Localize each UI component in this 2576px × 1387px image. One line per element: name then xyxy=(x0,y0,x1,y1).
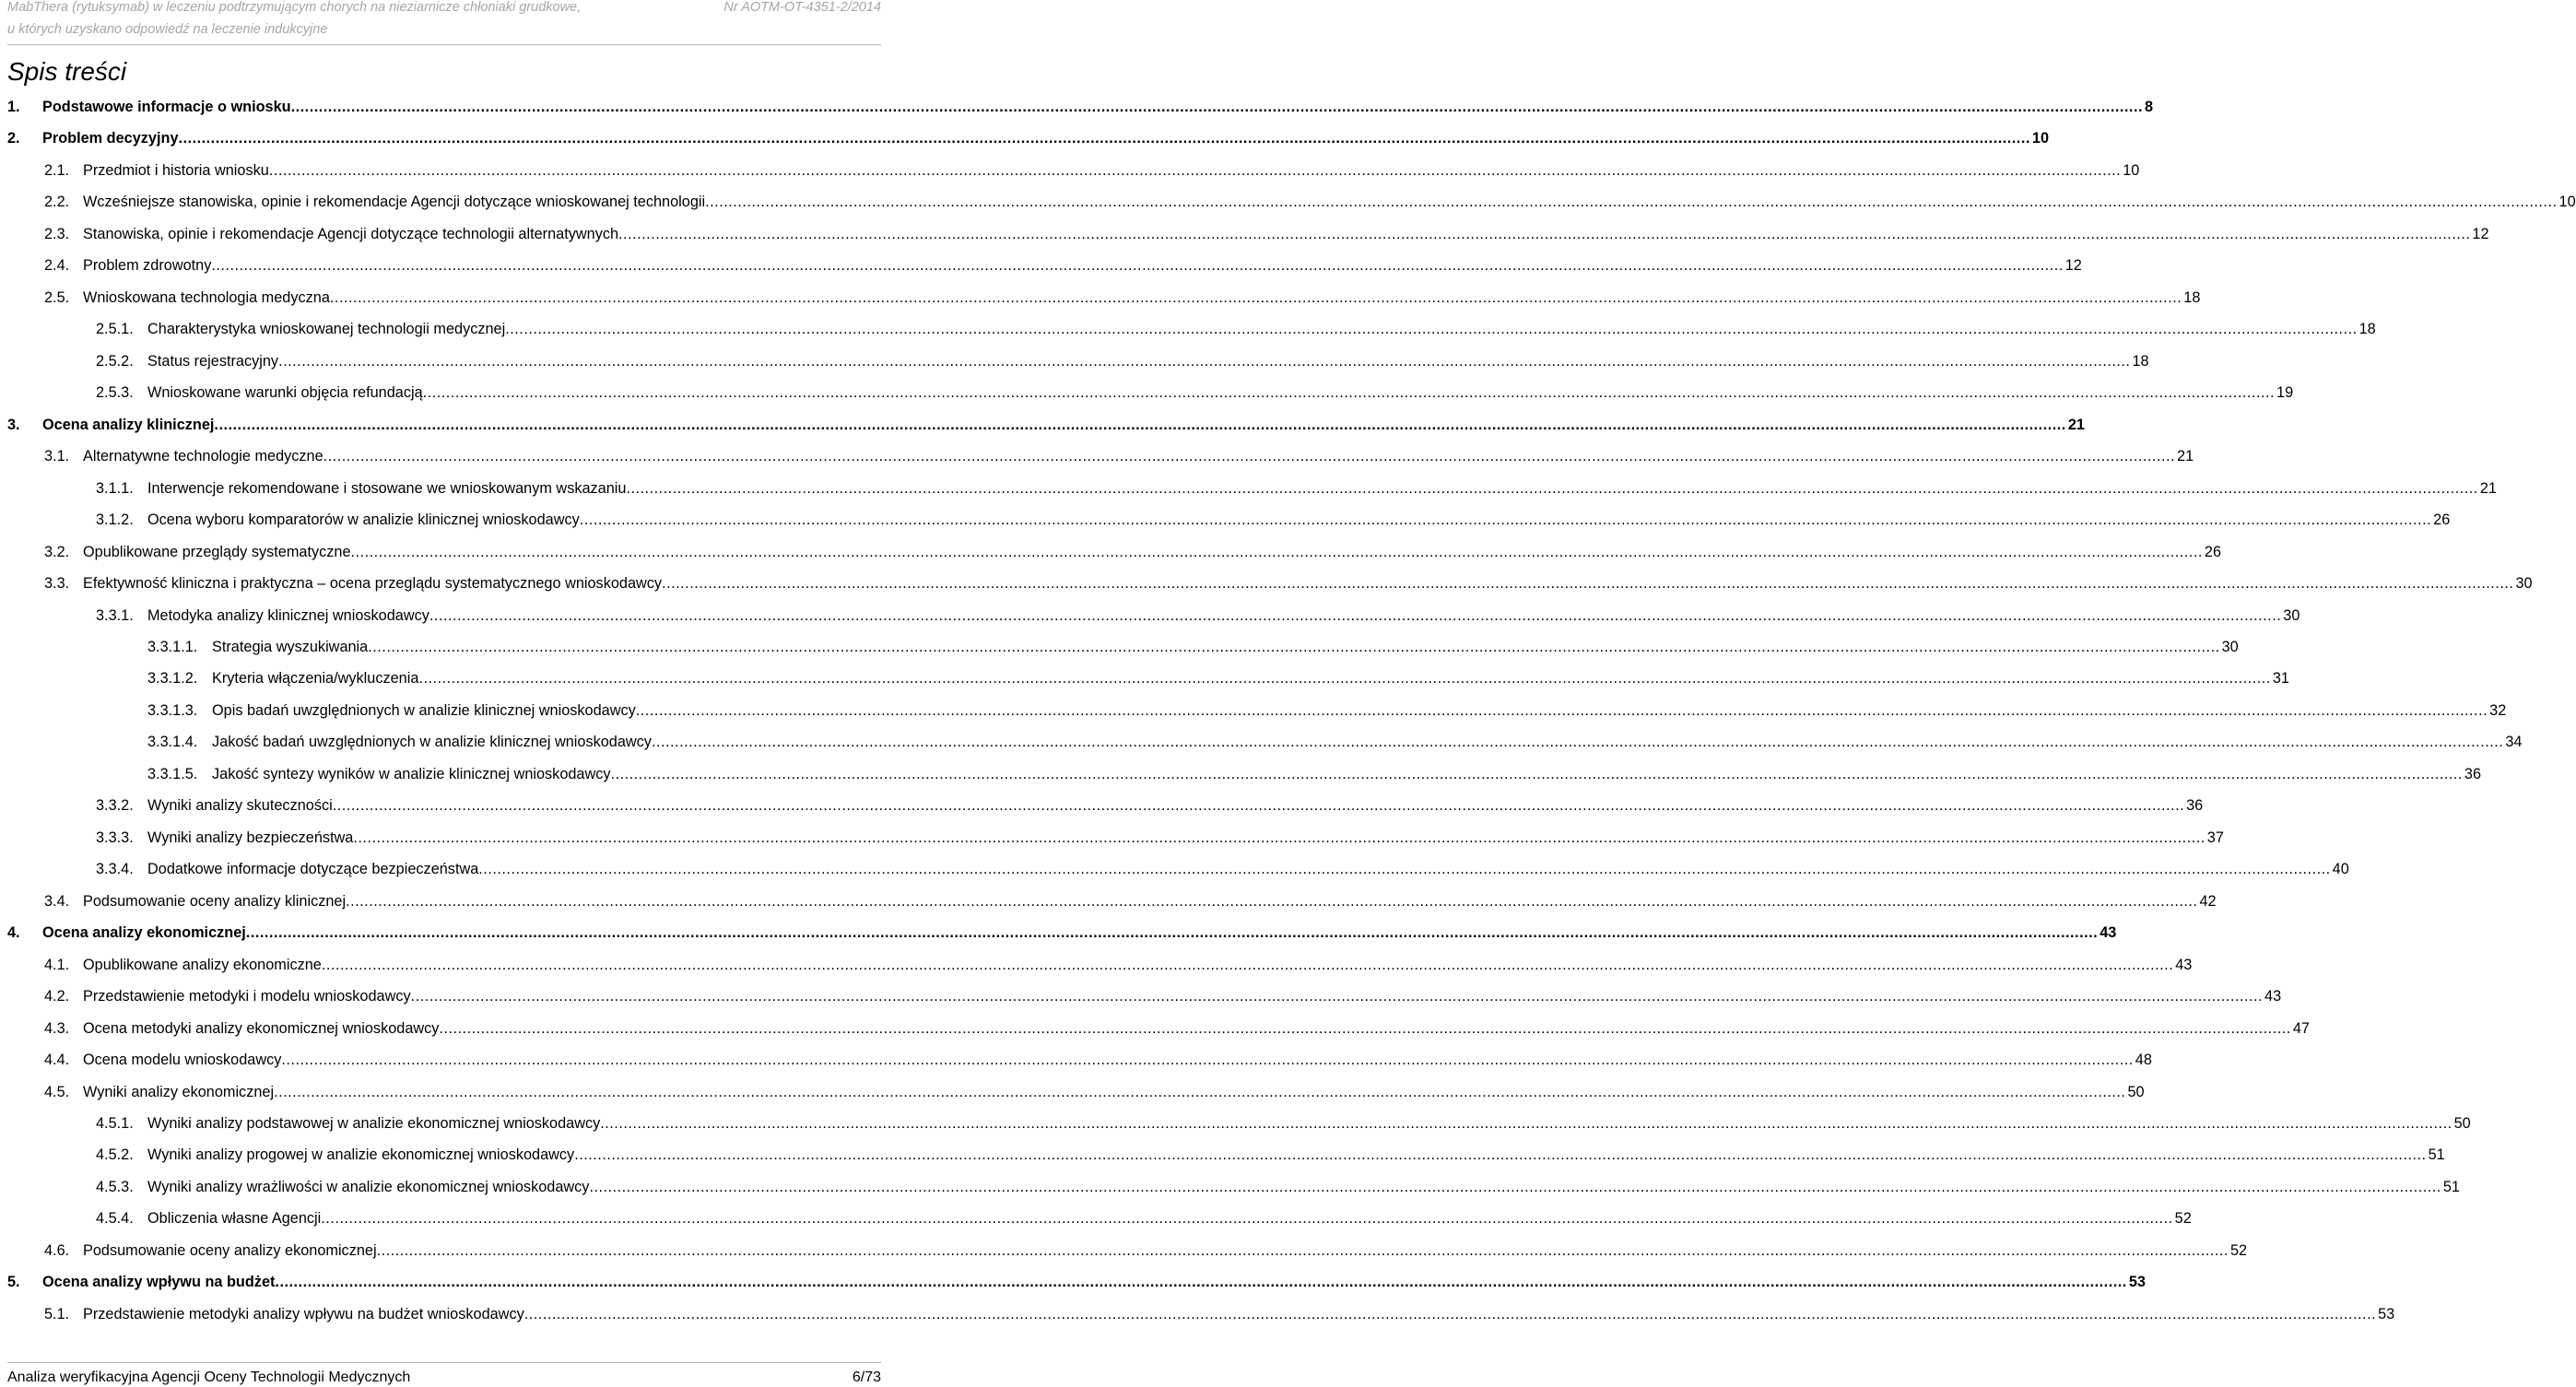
toc-entry-title: Wyniki analizy skuteczności xyxy=(147,797,333,815)
toc-entry-number: 3.3.1. xyxy=(96,606,134,624)
toc-entry[interactable] xyxy=(0,1299,2395,1331)
toc-entry-page: 43 xyxy=(2100,924,2117,942)
toc-entry-line xyxy=(83,257,2082,275)
toc-entry-line xyxy=(147,606,2300,625)
toc-entry-line xyxy=(147,511,2451,529)
toc-entry-line xyxy=(83,225,2489,243)
toc-entry-page: 8 xyxy=(2145,99,2154,115)
toc-entry-line xyxy=(83,448,2194,465)
toc-entry[interactable] xyxy=(0,759,2482,791)
toc-dot-leader: ................................................................................................................................................................................................................................................................................................................................................................................................................ xyxy=(353,829,2205,846)
toc-dot-leader: ................................................................................................................................................................................................................................................................................................................................................................................................................ xyxy=(268,161,2122,179)
toc-entry-page: 10 xyxy=(2031,130,2050,147)
toc-dot-leader: ................................................................................................................................................................................................................................................................................................................................................................................................................ xyxy=(651,734,2504,751)
toc-dot-leader: ................................................................................................................................................................................................................................................................................................................................................................................................................ xyxy=(600,1115,2452,1132)
toc-entry-page: 30 xyxy=(2515,575,2533,593)
toc-entry-number: 3.3.1.3. xyxy=(147,701,198,719)
toc-dot-leader: ................................................................................................................................................................................................................................................................................................................................................................................................................ xyxy=(278,352,2131,370)
toc-entry-number: 5.1. xyxy=(44,1305,70,1322)
toc-entry-title: Metodyka analizy klinicznej wnioskodawcy xyxy=(147,606,429,624)
toc-dot-leader: ................................................................................................................................................................................................................................................................................................................................................................................................................ xyxy=(332,797,2185,815)
toc-entry-line xyxy=(83,161,2140,180)
toc-entry-title: Status rejestracyjny xyxy=(147,352,279,370)
toc-entry-title: Stanowiska, opinie i rekomendacje Agencji dotyczące technologii alternatywnych xyxy=(83,225,619,242)
toc-entry-number: 3.3.1.2. xyxy=(147,670,198,688)
toc-entry-title: Wyniki analizy podstawowej w analizie ekonomicznej wnioskodawcy xyxy=(147,1115,601,1132)
toc-dot-leader: ................................................................................................................................................................................................................................................................................................................................................................................................................ xyxy=(429,606,2282,624)
toc-dot-leader: ................................................................................................................................................................................................................................................................................................................................................................................................................ xyxy=(705,194,2558,211)
toc-entry-line xyxy=(212,701,2507,720)
toc-entry-title: Obliczenia własne Agencji xyxy=(147,1210,322,1228)
toc-entry[interactable] xyxy=(0,1204,2192,1235)
toc-entry-title: Ocena metodyki analizy ekonomicznej wnioskodawcy xyxy=(83,1019,440,1037)
toc-entry-page: 43 xyxy=(2175,956,2193,973)
toc-entry-page: 51 xyxy=(2428,1146,2445,1164)
toc-entry-line xyxy=(147,352,2149,370)
toc-entry-page: 52 xyxy=(2174,1210,2192,1228)
toc-entry-number: 3.3.2. xyxy=(96,797,134,815)
toc-entry[interactable] xyxy=(0,251,2082,282)
toc-entry[interactable] xyxy=(0,441,2194,473)
toc-entry-title: Wyniki analizy wrażliwości w analizie ekonomicznej wnioskodawcy xyxy=(147,1178,590,1195)
toc-entry-page: 51 xyxy=(2442,1178,2460,1195)
footer-agency-name: Analiza weryfikacyjna Agencji Oceny Technologii Medycznych xyxy=(7,1369,411,1385)
toc-entry-line xyxy=(212,670,2289,688)
toc-entry-page: 18 xyxy=(2132,352,2149,370)
toc-entry-title: Alternatywne technologie medyczne xyxy=(83,448,323,465)
toc-entry-title: Strategia wyszukiwania xyxy=(212,638,369,655)
toc-entry-number: 3.3.1.5. xyxy=(147,765,198,782)
toc-entry-title: Opublikowane analizy ekonomiczne xyxy=(83,956,322,973)
toc-entry-number: 3.3.4. xyxy=(96,861,134,878)
toc-entry[interactable] xyxy=(0,696,2507,727)
toc-entry-number: 1. xyxy=(7,99,20,115)
toc-entry-line xyxy=(83,988,2282,1005)
toc-dot-leader: ................................................................................................................................................................................................................................................................................................................................................................................................................ xyxy=(579,511,2432,529)
toc-dot-leader: ................................................................................................................................................................................................................................................................................................................................................................................................................ xyxy=(418,670,2271,688)
toc-entry-title: Podsumowanie oceny analizy klinicznej xyxy=(83,892,347,910)
toc-entry-line xyxy=(147,384,2294,402)
toc-entry-line xyxy=(42,1274,2146,1291)
toc-entry-line xyxy=(212,734,2523,751)
header-reference-number: Nr AOTM-OT-4351-2/2014 xyxy=(723,0,881,15)
table-of-contents xyxy=(0,92,2576,1331)
toc-entry-page: 47 xyxy=(2292,1019,2310,1037)
toc-entry-title: Interwencje rekomendowane i stosowane we wnioskowanym wskazaniu xyxy=(147,479,627,497)
toc-dot-leader: ................................................................................................................................................................................................................................................................................................................................................................................................................ xyxy=(178,130,2030,147)
toc-entry[interactable] xyxy=(0,187,2576,218)
toc-entry-title: Ocena analizy klinicznej xyxy=(42,416,215,433)
toc-entry-line xyxy=(83,1019,2310,1038)
toc-heading: Spis treści xyxy=(7,57,127,86)
toc-entry-page: 21 xyxy=(2177,448,2194,465)
toc-entry[interactable] xyxy=(0,410,2085,441)
toc-dot-leader: ................................................................................................................................................................................................................................................................................................................................................................................................................ xyxy=(290,99,2143,115)
toc-entry-title: Podsumowanie oceny analizy ekonomicznej xyxy=(83,1241,377,1259)
toc-entry[interactable] xyxy=(0,474,2497,505)
toc-dot-leader: ................................................................................................................................................................................................................................................................................................................................................................................................................ xyxy=(478,861,2331,878)
toc-entry[interactable] xyxy=(0,347,2149,378)
toc-entry-title: Problem zdrowotny xyxy=(83,257,212,275)
toc-entry-number: 2.2. xyxy=(44,194,70,211)
toc-entry[interactable] xyxy=(0,1140,2445,1171)
toc-entry-number: 2.1. xyxy=(44,161,70,179)
toc-entry-page: 18 xyxy=(2358,321,2376,338)
toc-entry-number: 3.1.1. xyxy=(96,479,134,497)
toc-dot-leader: ................................................................................................................................................................................................................................................................................................................................................................................................................ xyxy=(321,1210,2173,1228)
toc-entry-title: Przedmiot i historia wniosku xyxy=(83,161,269,179)
toc-entry[interactable] xyxy=(0,1236,2248,1267)
toc-entry-title: Ocena wyboru komparatorów w analizie klinicznej wnioskodawcy xyxy=(147,511,580,529)
toc-entry[interactable] xyxy=(0,1077,2145,1109)
toc-dot-leader: ................................................................................................................................................................................................................................................................................................................................................................................................................ xyxy=(635,701,2488,719)
toc-entry-line xyxy=(212,765,2482,783)
toc-entry-page: 26 xyxy=(2204,543,2222,560)
toc-entry[interactable] xyxy=(0,219,2489,251)
toc-entry[interactable] xyxy=(0,378,2294,409)
toc-entry-title: Przedstawienie metodyki i modelu wnioskodawcy xyxy=(83,988,411,1005)
toc-entry-title: Wcześniejsze stanowiska, opinie i rekomendacje Agencji dotyczące wnioskowanej technologii xyxy=(83,194,706,211)
toc-entry[interactable] xyxy=(0,1109,2471,1140)
toc-entry-title: Efektywność kliniczna i praktyczna – ocena przeglądu systematycznego wnioskodawcy xyxy=(83,575,663,593)
toc-entry-line xyxy=(147,1210,2192,1228)
toc-dot-leader: ................................................................................................................................................................................................................................................................................................................................................................................................................ xyxy=(323,448,2176,465)
toc-entry-title: Wyniki analizy progowej w analizie ekonomicznej wnioskodawcy xyxy=(147,1146,575,1164)
toc-entry[interactable] xyxy=(0,1267,2146,1299)
toc-entry-line xyxy=(83,543,2222,561)
toc-dot-leader: ................................................................................................................................................................................................................................................................................................................................................................................................................ xyxy=(321,956,2174,973)
toc-entry-page: 40 xyxy=(2332,861,2349,878)
toc-dot-leader: ................................................................................................................................................................................................................................................................................................................................................................................................................ xyxy=(523,1305,2377,1322)
toc-entry-page: 50 xyxy=(2453,1115,2471,1132)
toc-entry-number: 4.4. xyxy=(44,1052,70,1069)
toc-entry-number: 3.4. xyxy=(44,892,70,910)
toc-entry[interactable] xyxy=(0,887,2217,918)
toc-entry-line xyxy=(147,321,2376,338)
toc-entry-page: 43 xyxy=(2264,988,2282,1005)
toc-entry[interactable] xyxy=(0,283,2201,314)
toc-entry-line xyxy=(83,956,2193,974)
header-title-line1: MabThera (rytuksymab) w leczeniu podtrzymującym chorych na nieziarnicze chłoniaki grudkowe, xyxy=(7,0,582,15)
toc-entry-line xyxy=(147,797,2204,815)
toc-dot-leader: ................................................................................................................................................................................................................................................................................................................................................................................................................ xyxy=(350,543,2203,560)
toc-dot-leader: ................................................................................................................................................................................................................................................................................................................................................................................................................ xyxy=(214,416,2066,433)
toc-entry[interactable] xyxy=(0,727,2523,758)
header-title-line2: u których uzyskano odpowiedź na leczenie indukcyjne xyxy=(7,22,328,37)
toc-entry-number: 4.5. xyxy=(44,1083,70,1100)
toc-entry-line xyxy=(147,479,2497,498)
toc-entry-title: Dodatkowe informacje dotyczące bezpieczeństwa xyxy=(147,861,479,878)
toc-entry-title: Kryteria włączenia/wykluczenia xyxy=(212,670,419,688)
toc-entry-page: 48 xyxy=(2135,1052,2152,1069)
toc-entry-line xyxy=(83,1305,2395,1323)
toc-entry-title: Przedstawienie metodyki analizy wpływu na budżet wnioskodawcy xyxy=(83,1305,524,1322)
toc-entry[interactable] xyxy=(0,632,2239,664)
toc-dot-leader: ................................................................................................................................................................................................................................................................................................................................................................................................................ xyxy=(589,1178,2441,1195)
toc-entry[interactable] xyxy=(0,981,2282,1013)
toc-dot-leader: ................................................................................................................................................................................................................................................................................................................................................................................................................ xyxy=(211,257,2064,275)
toc-entry-title: Podstawowe informacje o wniosku xyxy=(42,99,291,115)
toc-entry[interactable] xyxy=(0,92,2154,123)
toc-entry-page: 31 xyxy=(2272,670,2289,688)
toc-entry-title: Ocena analizy ekonomicznej xyxy=(42,924,246,942)
toc-entry-line xyxy=(147,861,2349,878)
toc-entry-number: 2. xyxy=(7,130,20,147)
toc-entry-title: Charakterystyka wnioskowanej technologii medycznej xyxy=(147,321,506,338)
toc-entry-title: Opis badań uwzględnionych w analizie klinicznej wnioskodawcy xyxy=(212,701,636,719)
toc-dot-leader: ................................................................................................................................................................................................................................................................................................................................................................................................................ xyxy=(245,924,2099,942)
toc-entry-page: 30 xyxy=(2221,638,2239,655)
toc-entry-title: Wnioskowane warunki objęcia refundacją xyxy=(147,384,423,402)
toc-entry-number: 4.5.4. xyxy=(96,1210,134,1228)
toc-entry-line xyxy=(147,1146,2445,1164)
toc-dot-leader: ................................................................................................................................................................................................................................................................................................................................................................................................................ xyxy=(274,1083,2126,1100)
toc-entry-number: 4.5.3. xyxy=(96,1178,134,1195)
toc-dot-leader: ................................................................................................................................................................................................................................................................................................................................................................................................................ xyxy=(662,575,2514,593)
toc-entry-page: 53 xyxy=(2378,1305,2395,1322)
toc-entry[interactable] xyxy=(0,601,2300,632)
toc-entry[interactable] xyxy=(0,505,2451,536)
toc-entry-number: 5. xyxy=(7,1274,20,1291)
toc-entry[interactable] xyxy=(0,156,2140,187)
toc-entry-line xyxy=(42,99,2154,116)
toc-entry[interactable] xyxy=(0,950,2193,981)
toc-dot-leader: ................................................................................................................................................................................................................................................................................................................................................................................................................ xyxy=(439,1019,2291,1037)
toc-entry-page: 12 xyxy=(2472,225,2489,242)
toc-dot-leader: ................................................................................................................................................................................................................................................................................................................................................................................................................ xyxy=(574,1146,2427,1164)
toc-entry-line xyxy=(83,194,2576,211)
toc-entry-line xyxy=(42,924,2117,942)
toc-entry-page: 26 xyxy=(2433,511,2451,529)
toc-entry-number: 4. xyxy=(7,924,20,942)
toc-dot-leader: ................................................................................................................................................................................................................................................................................................................................................................................................................ xyxy=(376,1241,2229,1259)
toc-entry[interactable] xyxy=(0,1014,2310,1045)
toc-entry-page: 30 xyxy=(2283,606,2300,624)
toc-entry-number: 2.5.2. xyxy=(96,352,134,370)
toc-entry[interactable] xyxy=(0,664,2289,695)
toc-entry-page: 36 xyxy=(2186,797,2204,815)
toc-entry-title: Ocena modelu wnioskodawcy xyxy=(83,1052,282,1069)
toc-entry-number: 3.3.1.1. xyxy=(147,638,198,655)
toc-entry[interactable] xyxy=(0,918,2117,949)
toc-entry-page: 52 xyxy=(2229,1241,2248,1259)
toc-entry-title: Wyniki analizy bezpieczeństwa xyxy=(147,829,354,846)
toc-entry-number: 3.2. xyxy=(44,543,70,560)
toc-entry-page: 10 xyxy=(2123,161,2140,179)
toc-entry-page: 18 xyxy=(2183,288,2201,306)
toc-entry-page: 53 xyxy=(2128,1274,2146,1291)
toc-entry-line xyxy=(83,1052,2152,1069)
toc-dot-leader: ................................................................................................................................................................................................................................................................................................................................................................................................................ xyxy=(329,288,2182,306)
toc-entry-number: 3.3.3. xyxy=(96,829,134,846)
toc-entry-number: 3.3. xyxy=(44,575,70,593)
toc-entry-line xyxy=(83,1241,2248,1260)
toc-entry-number: 4.5.1. xyxy=(96,1115,134,1132)
toc-entry[interactable] xyxy=(0,854,2349,886)
toc-entry-number: 2.5.3. xyxy=(96,384,134,402)
toc-entry[interactable] xyxy=(0,537,2222,569)
toc-dot-leader: ................................................................................................................................................................................................................................................................................................................................................................................................................ xyxy=(422,384,2276,402)
toc-entry-number: 2.4. xyxy=(44,257,70,275)
toc-entry-title: Opublikowane przeglądy systematyczne xyxy=(83,543,351,560)
toc-entry-line xyxy=(147,829,2224,847)
toc-entry-title: Jakość badań uwzględnionych w analizie klinicznej wnioskodawcy xyxy=(212,734,652,751)
toc-entry-title: Problem decyzyjny xyxy=(42,130,179,147)
toc-entry[interactable] xyxy=(0,1045,2152,1076)
page-header xyxy=(7,0,881,45)
toc-dot-leader: ................................................................................................................................................................................................................................................................................................................................................................................................................ xyxy=(275,1274,2127,1291)
toc-entry-number: 3.1. xyxy=(44,448,70,465)
toc-entry-line xyxy=(147,1115,2471,1133)
toc-dot-leader: ................................................................................................................................................................................................................................................................................................................................................................................................................ xyxy=(346,892,2198,910)
toc-entry-line xyxy=(42,130,2050,147)
toc-dot-leader: ................................................................................................................................................................................................................................................................................................................................................................................................................ xyxy=(610,765,2463,782)
toc-entry-page: 37 xyxy=(2206,829,2224,846)
toc-entry-title: Wnioskowana technologia medyczna xyxy=(83,288,330,306)
toc-entry-line xyxy=(83,892,2217,911)
toc-dot-leader: ................................................................................................................................................................................................................................................................................................................................................................................................................ xyxy=(626,479,2478,497)
toc-entry[interactable] xyxy=(0,314,2376,346)
toc-entry-page: 34 xyxy=(2505,734,2523,751)
footer-page-number: 6/73 xyxy=(852,1369,881,1385)
toc-entry[interactable] xyxy=(0,569,2533,600)
toc-entry-number: 2.5. xyxy=(44,288,70,306)
toc-entry-number: 3.1.2. xyxy=(96,511,134,529)
toc-entry-number: 4.5.2. xyxy=(96,1146,134,1164)
toc-dot-leader: ................................................................................................................................................................................................................................................................................................................................................................................................................ xyxy=(618,225,2471,242)
toc-entry-page: 19 xyxy=(2276,384,2294,402)
toc-entry-number: 3.3.1.4. xyxy=(147,734,198,751)
toc-entry-number: 4.2. xyxy=(44,988,70,1005)
toc-entry-number: 3. xyxy=(7,416,20,433)
toc-dot-leader: ................................................................................................................................................................................................................................................................................................................................................................................................................ xyxy=(505,321,2358,338)
toc-entry-page: 50 xyxy=(2127,1083,2145,1100)
toc-entry-line xyxy=(147,1178,2460,1196)
toc-entry-line xyxy=(212,638,2239,656)
toc-dot-leader: ................................................................................................................................................................................................................................................................................................................................................................................................................ xyxy=(410,988,2264,1005)
toc-entry-page: 21 xyxy=(2067,416,2085,433)
toc-entry-number: 4.3. xyxy=(44,1019,70,1037)
toc-entry[interactable] xyxy=(0,1172,2460,1204)
toc-dot-leader: ................................................................................................................................................................................................................................................................................................................................................................................................................ xyxy=(368,638,2220,655)
toc-entry-title: Jakość syntezy wyników w analizie klinicznej wnioskodawcy xyxy=(212,765,611,782)
toc-entry-line xyxy=(83,288,2201,307)
toc-entry-number: 2.5.1. xyxy=(96,321,134,338)
toc-entry-number: 2.3. xyxy=(44,225,70,242)
toc-entry[interactable] xyxy=(0,823,2224,854)
toc-entry-line xyxy=(42,416,2085,434)
toc-entry-page: 12 xyxy=(2064,257,2082,275)
toc-entry-page: 42 xyxy=(2199,892,2217,910)
toc-entry-line xyxy=(83,575,2533,593)
toc-entry-page: 36 xyxy=(2464,765,2482,782)
toc-entry-number: 4.1. xyxy=(44,956,70,973)
toc-dot-leader: ................................................................................................................................................................................................................................................................................................................................................................................................................ xyxy=(281,1052,2134,1069)
toc-entry-title: Wyniki analizy ekonomicznej xyxy=(83,1083,275,1100)
toc-entry-title: Ocena analizy wpływu na budżet xyxy=(42,1274,276,1291)
toc-entry-line xyxy=(83,1083,2145,1101)
toc-entry[interactable] xyxy=(0,791,2204,822)
toc-entry[interactable] xyxy=(0,123,2050,155)
page-footer xyxy=(7,1362,881,1387)
toc-entry-page: 21 xyxy=(2479,479,2497,497)
toc-entry-number: 4.6. xyxy=(44,1241,70,1259)
toc-entry-page: 10 xyxy=(2558,194,2576,211)
toc-entry-page: 32 xyxy=(2489,701,2507,719)
